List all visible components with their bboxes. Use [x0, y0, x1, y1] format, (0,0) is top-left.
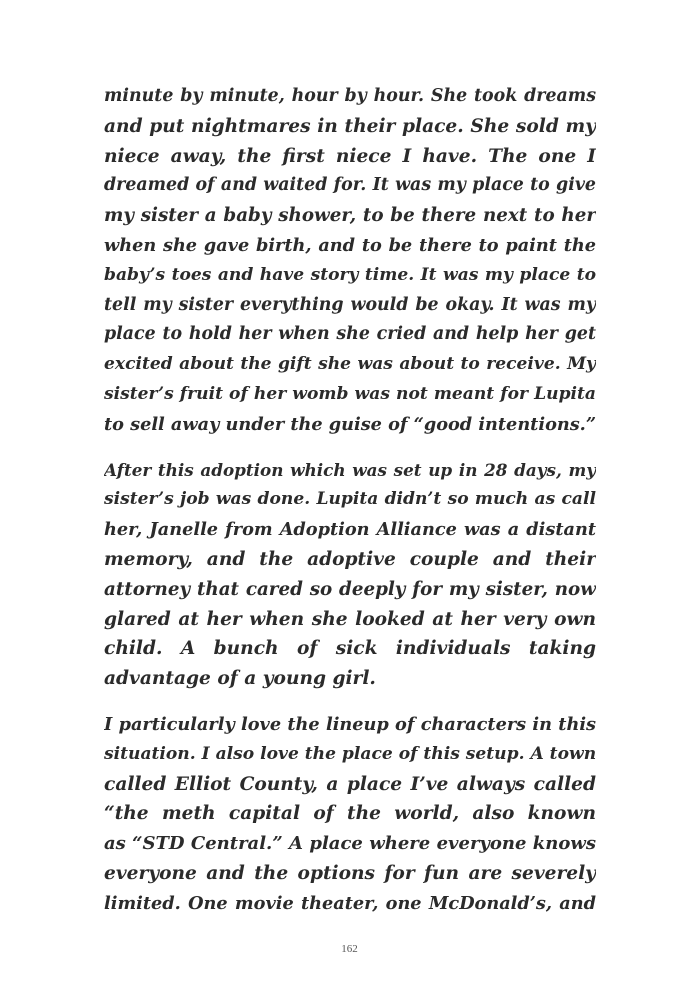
text-line: my sister a baby shower, to be there next to her — [104, 205, 596, 227]
text-line: After this adoption which was set up in 28 days, my — [104, 459, 596, 480]
text-line: I particularly love the lineup of characters in this — [104, 713, 596, 735]
text-line: and put nightmares in their place. She sold my — [104, 115, 596, 137]
text-line: sister’s job was done. Lupita didn’t so much as call — [104, 489, 596, 510]
text-line: called Elliot County, a place I’ve always called — [104, 773, 596, 795]
text-line: “the meth capital of the world, also known — [104, 803, 596, 825]
text-line: memory, and the adoptive couple and their — [104, 548, 596, 570]
text-line: tell my sister everything would be okay. It was my — [104, 294, 596, 315]
text-line: everyone and the options for fun are severely — [104, 862, 596, 884]
text-line: baby’s toes and have story time. It was my place to — [104, 264, 596, 285]
text-line: attorney that cared so deeply for my sister, now — [104, 578, 596, 600]
paragraph-2 — [104, 456, 596, 694]
text-line: to sell away under the guise of “good intentions.” — [104, 413, 596, 435]
page-body — [104, 82, 596, 935]
paragraph-1 — [104, 82, 596, 440]
text-line: glared at her when she looked at her very own — [104, 608, 596, 630]
text-line: place to hold her when she cried and help her get — [104, 324, 596, 345]
paragraph-3 — [104, 710, 596, 919]
page-number: 162 — [341, 943, 358, 955]
text-line: advantage of a young girl. — [104, 668, 376, 690]
text-line: situation. I also love the place of this setup. A town — [104, 743, 596, 764]
text-line: excited about the gift she was about to receive. My — [104, 354, 596, 375]
text-line: as “STD Central.” A place where everyone knows — [104, 833, 596, 855]
text-line: limited. One movie theater, one McDonald’s, and — [104, 892, 596, 914]
text-line: when she gave birth, and to be there to paint the — [104, 234, 596, 256]
text-line: child. A bunch of sick individuals taking — [104, 638, 596, 660]
text-line: niece away, the first niece I have. The one I — [104, 145, 596, 167]
text-line: her, Janelle from Adoption Alliance was a distant — [104, 519, 596, 541]
text-line: minute by minute, hour by hour. She took dreams — [104, 86, 596, 106]
text-line: dreamed of and waited for. It was my place to give — [104, 175, 596, 196]
text-line: sister’s fruit of her womb was not meant for Lupita — [104, 383, 596, 404]
